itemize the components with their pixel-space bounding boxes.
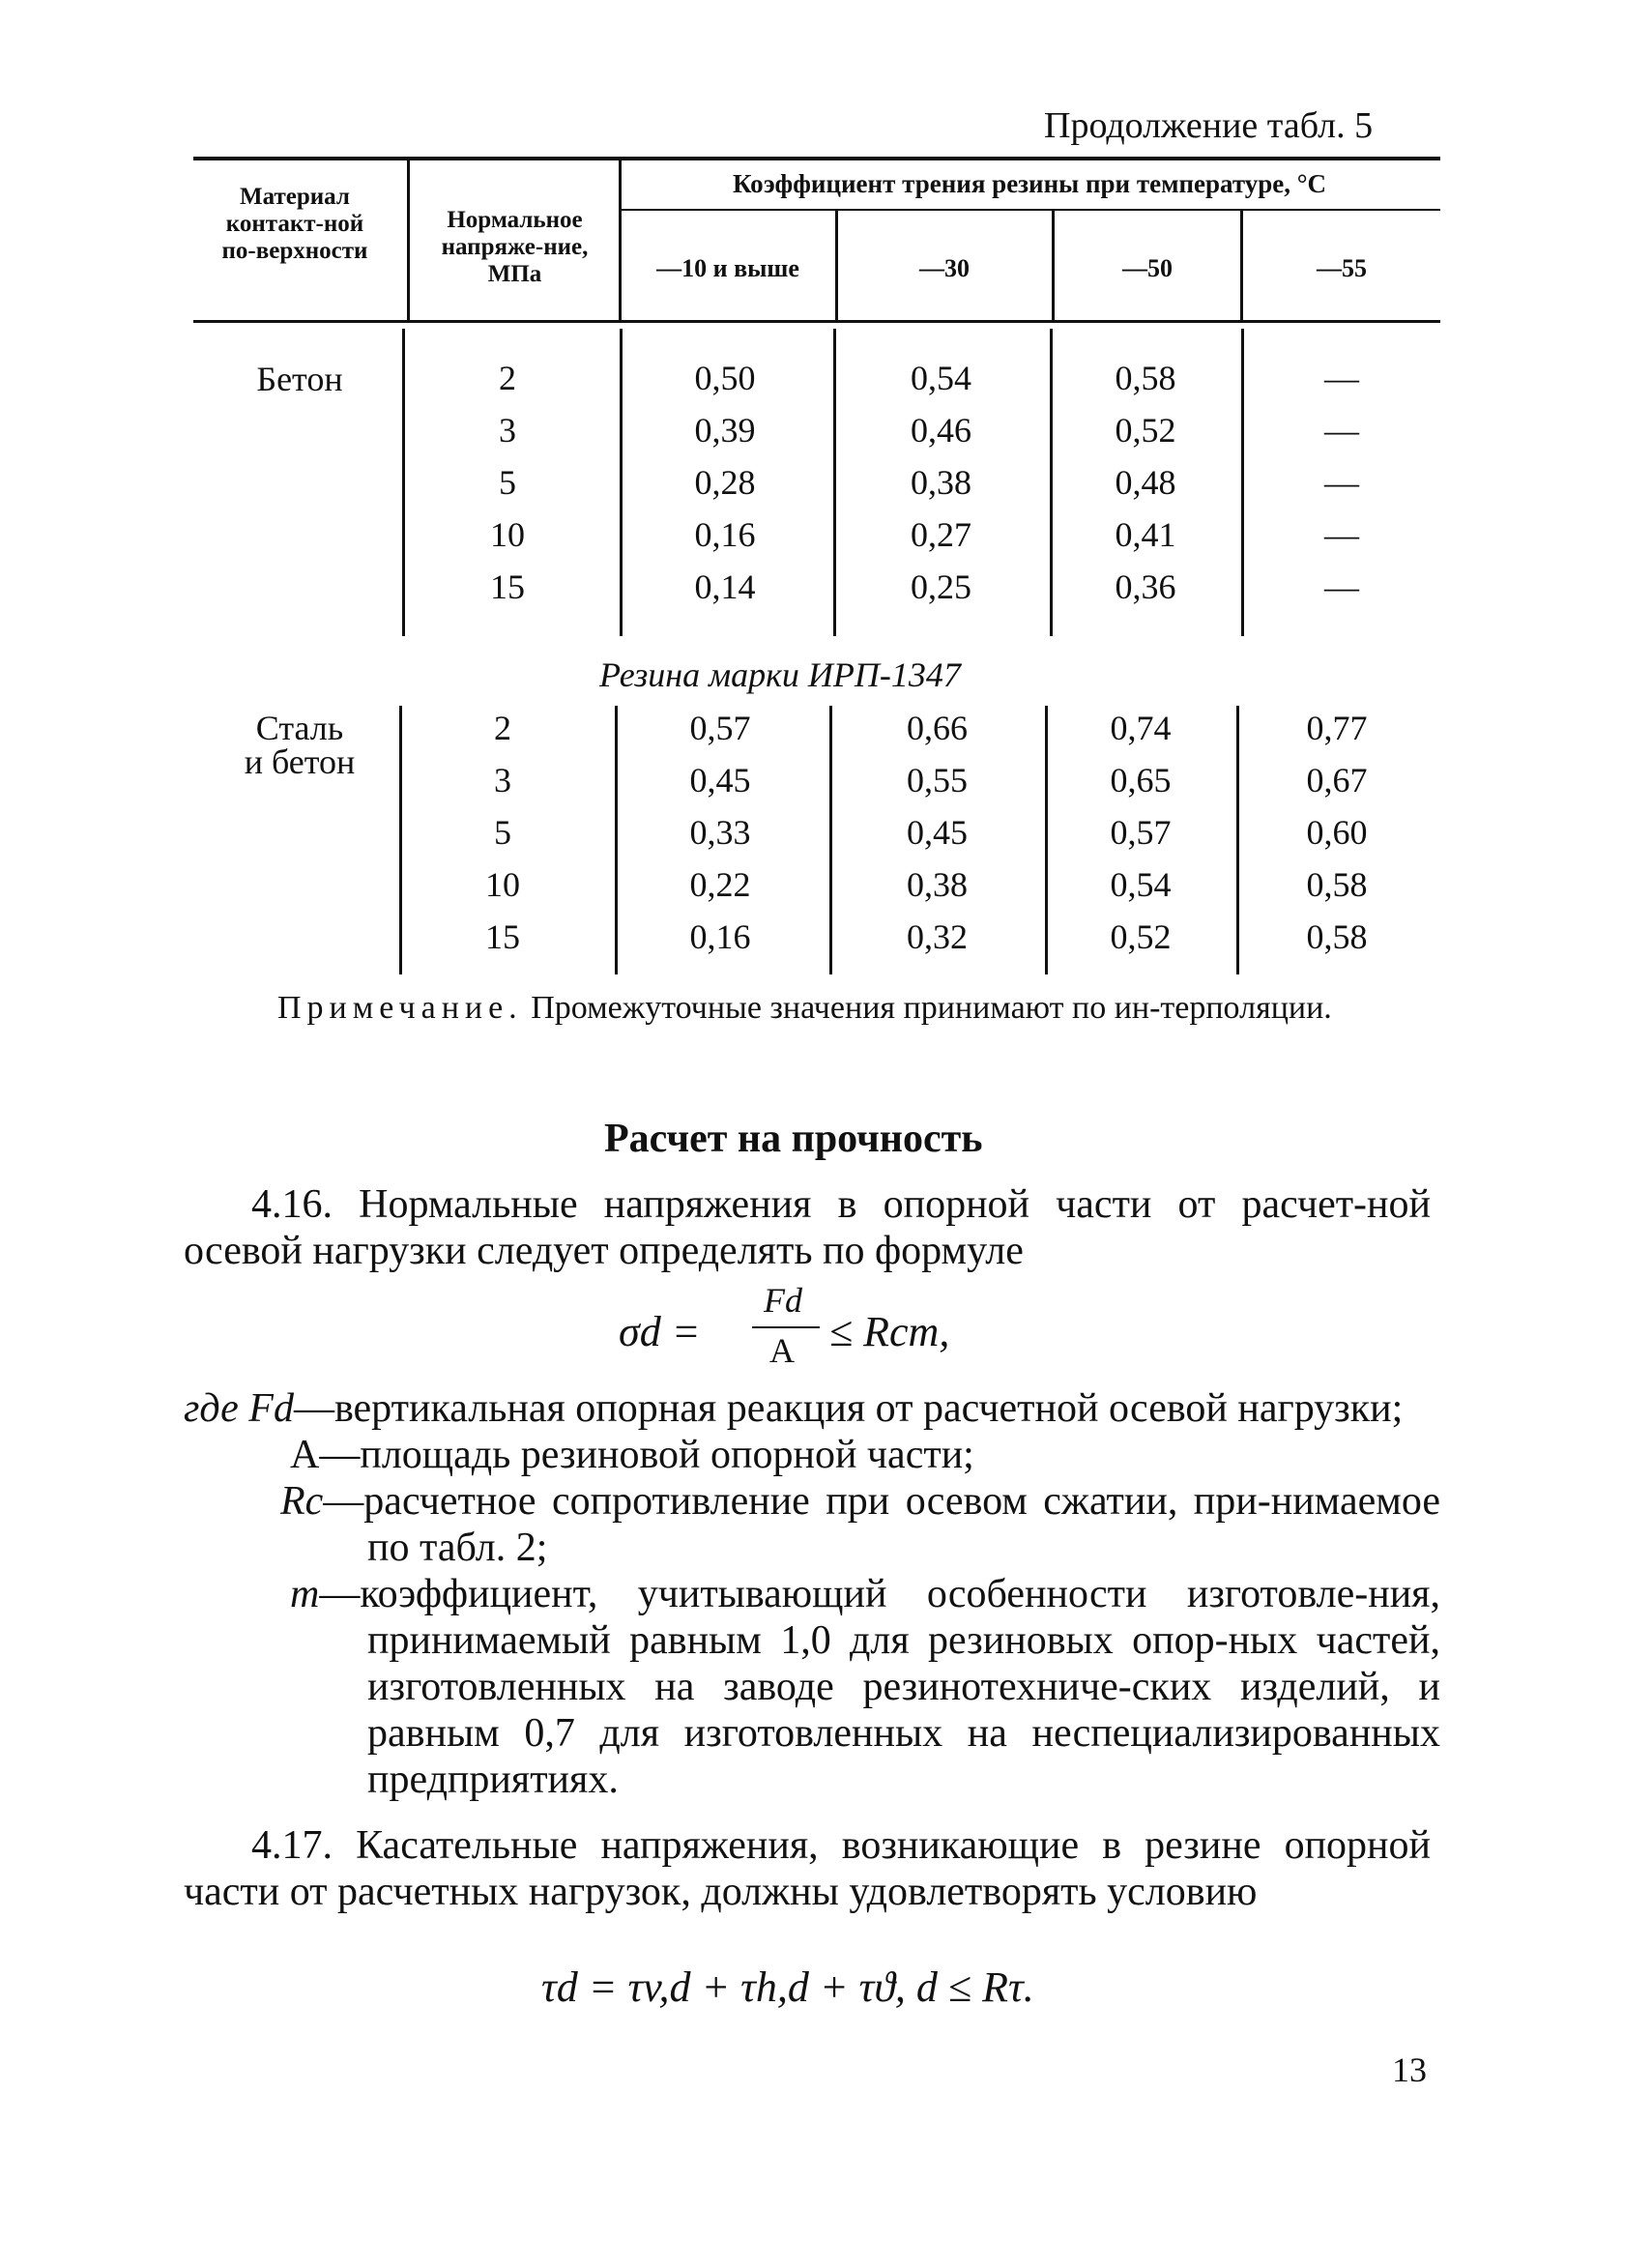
body1-vline-4 — [1050, 329, 1053, 636]
value-cell: 0,38 — [907, 865, 968, 904]
body2-vline-2 — [615, 706, 618, 974]
section-title: Расчет на прочность — [604, 1117, 983, 1161]
header-material: Материал контакт-ной по-верхности — [221, 184, 368, 264]
value-cell: 0,58 — [1115, 359, 1176, 397]
value-cell: 0,45 — [689, 761, 751, 800]
definition-term: Rc — [280, 1479, 324, 1524]
definition-item — [184, 1478, 1440, 1571]
stress-cell: 15 — [490, 567, 525, 606]
value-cell: 0,77 — [1306, 709, 1368, 747]
group1-material: Бетон — [256, 360, 343, 398]
formula1-lhs: σd = — [619, 1308, 701, 1355]
stress-cell: 15 — [485, 917, 520, 956]
value-cell: — — [1324, 515, 1359, 554]
value-cell: 0,25 — [911, 567, 971, 606]
paragraph-4-17: 4.17. Касательные напряжения, возникающие в резине опорной части от расчетных нагрузок, должны удовлетворять условию — [184, 1823, 1431, 1914]
value-cell: 0,45 — [907, 813, 968, 852]
definitions-list — [184, 1385, 1440, 1803]
value-cell: 0,36 — [1115, 567, 1176, 606]
temperature-header-rule — [619, 209, 1440, 211]
body2-vline-5 — [1236, 706, 1239, 974]
header-vline-1 — [407, 160, 410, 320]
formula1-numerator: Fd — [764, 1281, 802, 1320]
header-temp-2: —30 — [919, 254, 970, 282]
body2-vline-1 — [399, 706, 402, 974]
body2-vline-3 — [829, 706, 832, 974]
formula1-fraction-bar — [752, 1326, 820, 1328]
value-cell: 0,55 — [907, 761, 968, 800]
definition-text: —коэффициент, учитывающий особенности изготовле-ния, принимаемый равным 1,0 для резиновых опор-ных частей, изготовленных на заводе резинотехниче-ских изделий, и равным 0,7 для изготовленных на неспециализированных предприятиях. — [319, 1572, 1440, 1802]
table-note — [277, 987, 1437, 1030]
value-cell: 0,57 — [689, 709, 751, 747]
table-subheading: Резина марки ИРП-1347 — [599, 655, 961, 694]
note-label: Примечание. — [277, 990, 523, 1026]
body1-vline-5 — [1241, 329, 1244, 636]
body2-vline-4 — [1045, 706, 1048, 974]
definition-text: —расчетное сопротивление при осевом сжатии, при-нимаемое по табл. 2; — [323, 1479, 1440, 1570]
body1-vline-2 — [620, 329, 623, 636]
header-temp-1: —10 и выше — [656, 254, 799, 282]
header-vline-2 — [619, 160, 622, 320]
definition-item — [184, 1571, 1440, 1803]
value-cell: 0,16 — [694, 515, 756, 554]
definition-item — [184, 1385, 1440, 1432]
definition-term: где Fd — [184, 1386, 294, 1431]
value-cell: 0,50 — [694, 359, 756, 397]
value-cell: 0,32 — [907, 917, 968, 956]
header-temp-3: —50 — [1122, 254, 1173, 282]
value-cell: 0,58 — [1306, 865, 1368, 904]
header-coefficient-group: Коэффициент трения резины при температуре, °С — [732, 169, 1327, 198]
value-cell: 0,41 — [1115, 515, 1176, 554]
table-continuation-caption: Продолжение табл. 5 — [1044, 105, 1374, 146]
value-cell: 0,38 — [911, 463, 971, 502]
value-cell: 0,14 — [694, 567, 756, 606]
table-top-rule — [193, 157, 1440, 160]
value-cell: 0,66 — [907, 709, 968, 747]
value-cell: 0,52 — [1110, 917, 1172, 956]
value-cell: 0,57 — [1110, 813, 1172, 852]
value-cell: 0,54 — [1110, 865, 1172, 904]
value-cell: — — [1324, 359, 1359, 397]
value-cell: 0,22 — [689, 865, 751, 904]
stress-cell: 3 — [494, 761, 511, 800]
page-number: 13 — [1392, 2050, 1427, 2089]
formula1-rhs: ≤ Rcm, — [829, 1308, 950, 1355]
value-cell: 0,46 — [911, 411, 971, 450]
table-header-bottom-rule — [193, 320, 1440, 323]
value-cell: 0,74 — [1110, 709, 1172, 747]
stress-cell: 10 — [485, 865, 520, 904]
value-cell: 0,27 — [911, 515, 971, 554]
body1-vline-1 — [402, 329, 405, 636]
definition-text: —площадь резиновой опорной части; — [319, 1433, 974, 1477]
group2-material-line1: Сталь — [255, 709, 344, 747]
value-cell: 0,58 — [1306, 917, 1368, 956]
value-cell: — — [1324, 463, 1359, 502]
value-cell: 0,60 — [1306, 813, 1368, 852]
value-cell: 0,48 — [1115, 463, 1176, 502]
group2-material-line2: и бетон — [244, 742, 356, 781]
stress-cell: 5 — [499, 463, 516, 502]
stress-cell: 5 — [494, 813, 511, 852]
definition-term: A — [290, 1433, 320, 1477]
stress-cell: 2 — [499, 359, 516, 397]
value-cell: 0,67 — [1306, 761, 1368, 800]
definition-term: m — [290, 1572, 320, 1616]
value-cell: 0,65 — [1110, 761, 1172, 800]
paragraph-4-16: 4.16. Нормальные напряжения в опорной части от расчет-ной осевой нагрузки следует определять по формуле — [184, 1182, 1431, 1273]
definition-item — [184, 1432, 1440, 1478]
definition-text: —вертикальная опорная реакция от расчетной осевой нагрузки; — [293, 1386, 1404, 1431]
body1-vline-3 — [833, 329, 836, 636]
formula-shear-stress: τd = τv,d + τh,d + τϑ, d ≤ Rτ. — [541, 1963, 1034, 2011]
value-cell: — — [1324, 411, 1359, 450]
value-cell: — — [1324, 567, 1359, 606]
note-text: Промежуточные значения принимают по ин-терполяции. — [522, 990, 1332, 1026]
value-cell: 0,28 — [694, 463, 756, 502]
value-cell: 0,54 — [911, 359, 971, 397]
header-temp-4: —55 — [1317, 254, 1367, 282]
stress-cell: 2 — [494, 709, 511, 747]
header-normal-stress: Нормальное напряже-ние, МПа — [441, 207, 589, 287]
value-cell: 0,16 — [689, 917, 751, 956]
value-cell: 0,33 — [689, 813, 751, 852]
value-cell: 0,52 — [1115, 411, 1176, 450]
stress-cell: 3 — [499, 411, 516, 450]
value-cell: 0,39 — [694, 411, 756, 450]
formula1-denominator: A — [769, 1331, 795, 1370]
stress-cell: 10 — [490, 515, 525, 554]
